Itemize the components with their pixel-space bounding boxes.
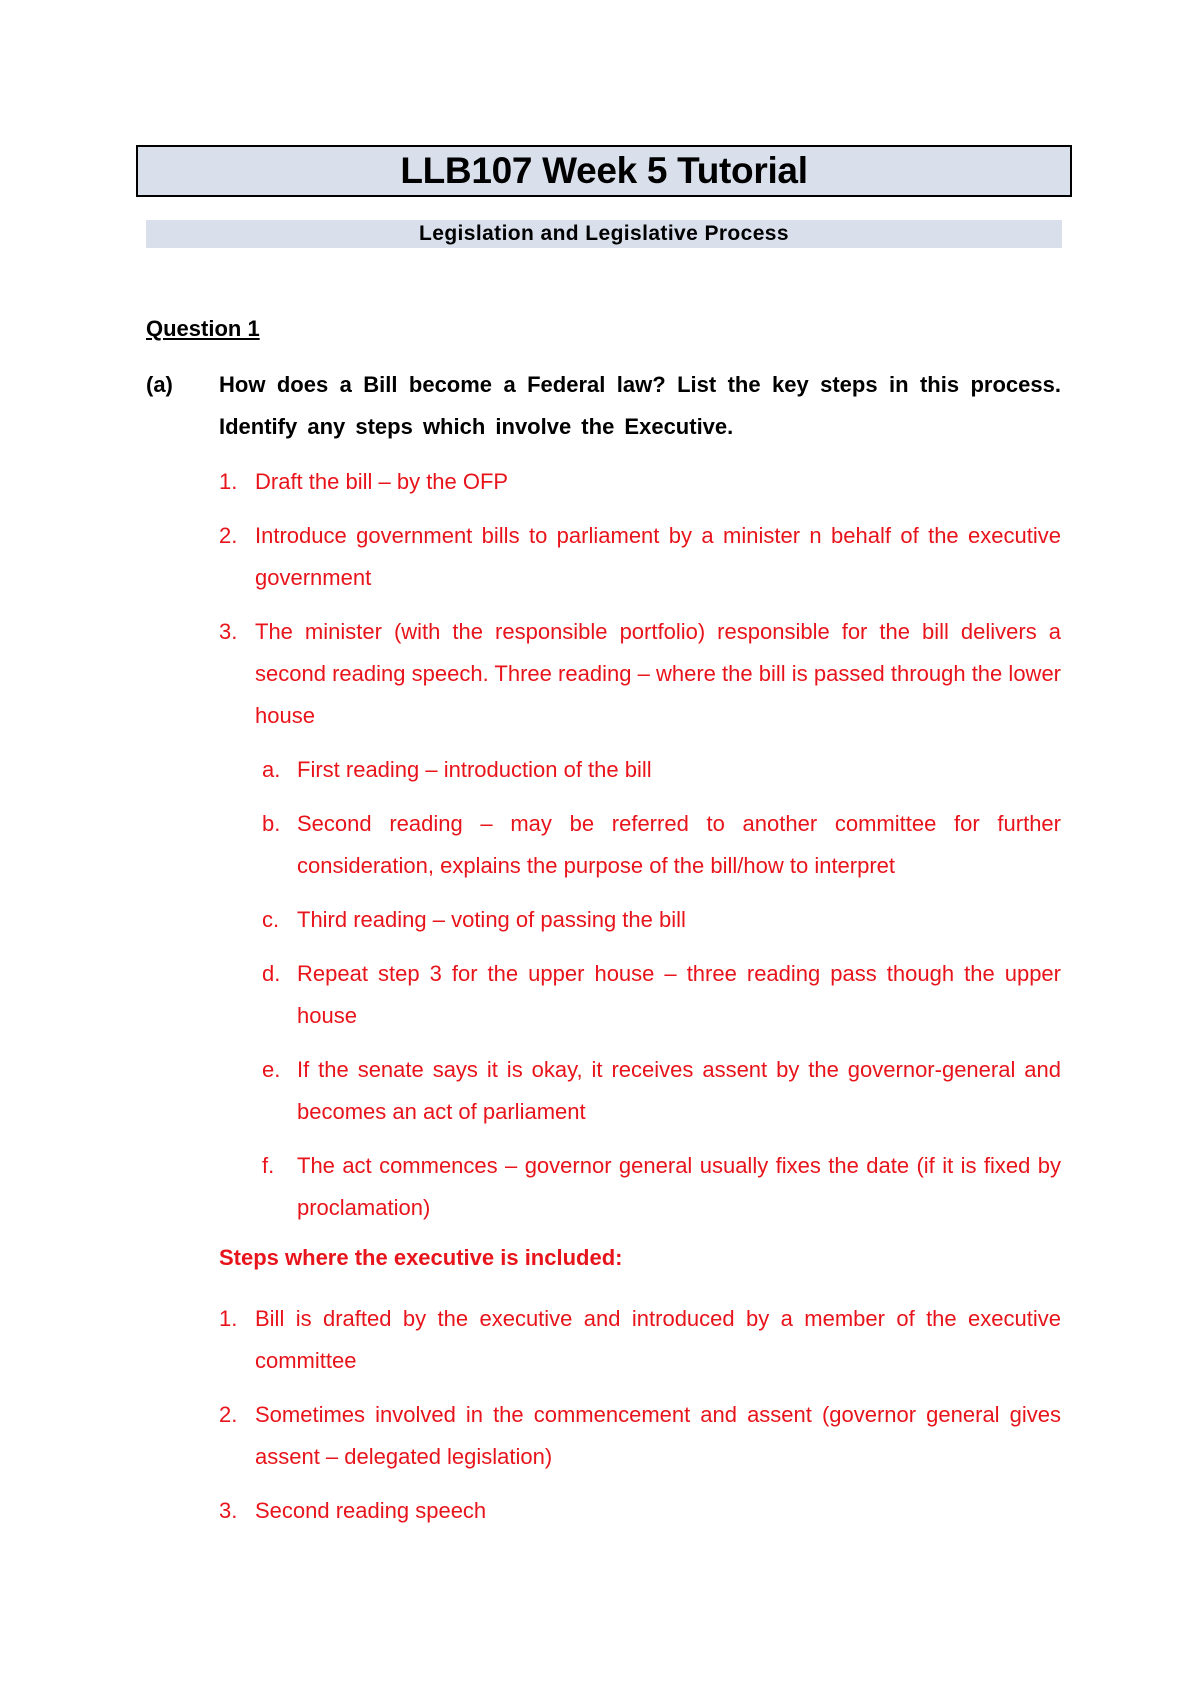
sub-list-item-letter: e. bbox=[262, 1057, 281, 1082]
list-item-number: 3. bbox=[219, 1498, 238, 1523]
sub-list-item-letter: d. bbox=[262, 961, 281, 986]
executive-steps-heading: Steps where the executive is included: bbox=[219, 1245, 623, 1270]
sub-list-item-text: First reading – introduction of the bill bbox=[297, 757, 652, 782]
sub-list-item-text: Third reading – voting of passing the bill bbox=[297, 907, 686, 932]
sub-list-item-letter: f. bbox=[262, 1153, 275, 1178]
list-item-text: Introduce government bills to parliament by a minister n behalf of the executive government bbox=[255, 523, 1061, 590]
subtitle-bar bbox=[146, 220, 1062, 248]
list-item-text: Second reading speech bbox=[255, 1498, 487, 1523]
title-box bbox=[136, 145, 1072, 197]
list-item-number: 1. bbox=[219, 469, 238, 494]
list-item-number: 1. bbox=[219, 1306, 238, 1331]
question-heading: Question 1 bbox=[146, 316, 260, 341]
sub-list-item-text: Second reading – may be referred to another committee for further consideration, explains the purpose of the bill/how to interpret bbox=[297, 811, 1061, 878]
list-item-text: Bill is drafted by the executive and introduced by a member of the executive committee bbox=[255, 1306, 1061, 1373]
sub-list-item-text: The act commences – governor general usually fixes the date (if it is fixed by proclamation) bbox=[297, 1153, 1061, 1220]
list-item-number: 3. bbox=[219, 619, 238, 644]
question-part-text: How does a Bill become a Federal law? List the key steps in this process. Identify any steps which involve the Executive. bbox=[219, 372, 1061, 439]
list-item-number: 2. bbox=[219, 523, 238, 548]
sub-list-item-text: If the senate says it is okay, it receives assent by the governor-general and becomes an act of parliament bbox=[297, 1057, 1061, 1124]
sub-list-item-letter: a. bbox=[262, 757, 281, 782]
list-item-number: 2. bbox=[219, 1402, 238, 1427]
document-title: LLB107 Week 5 Tutorial bbox=[400, 150, 808, 191]
list-item-text: The minister (with the responsible portfolio) responsible for the bill delivers a second reading speech. Three reading – where the bill is passed through the lower house bbox=[255, 619, 1061, 728]
question-part-label: (a) bbox=[146, 372, 173, 397]
sub-list-item-letter: b. bbox=[262, 811, 281, 836]
list-item-text: Sometimes involved in the commencement and assent (governor general gives assent – delegated legislation) bbox=[255, 1402, 1061, 1469]
document-subtitle: Legislation and Legislative Process bbox=[419, 222, 789, 245]
sub-list-item-text: Repeat step 3 for the upper house – three reading pass though the upper house bbox=[297, 961, 1061, 1028]
list-item-text: Draft the bill – by the OFP bbox=[255, 469, 509, 494]
sub-list-item-letter: c. bbox=[262, 907, 280, 932]
